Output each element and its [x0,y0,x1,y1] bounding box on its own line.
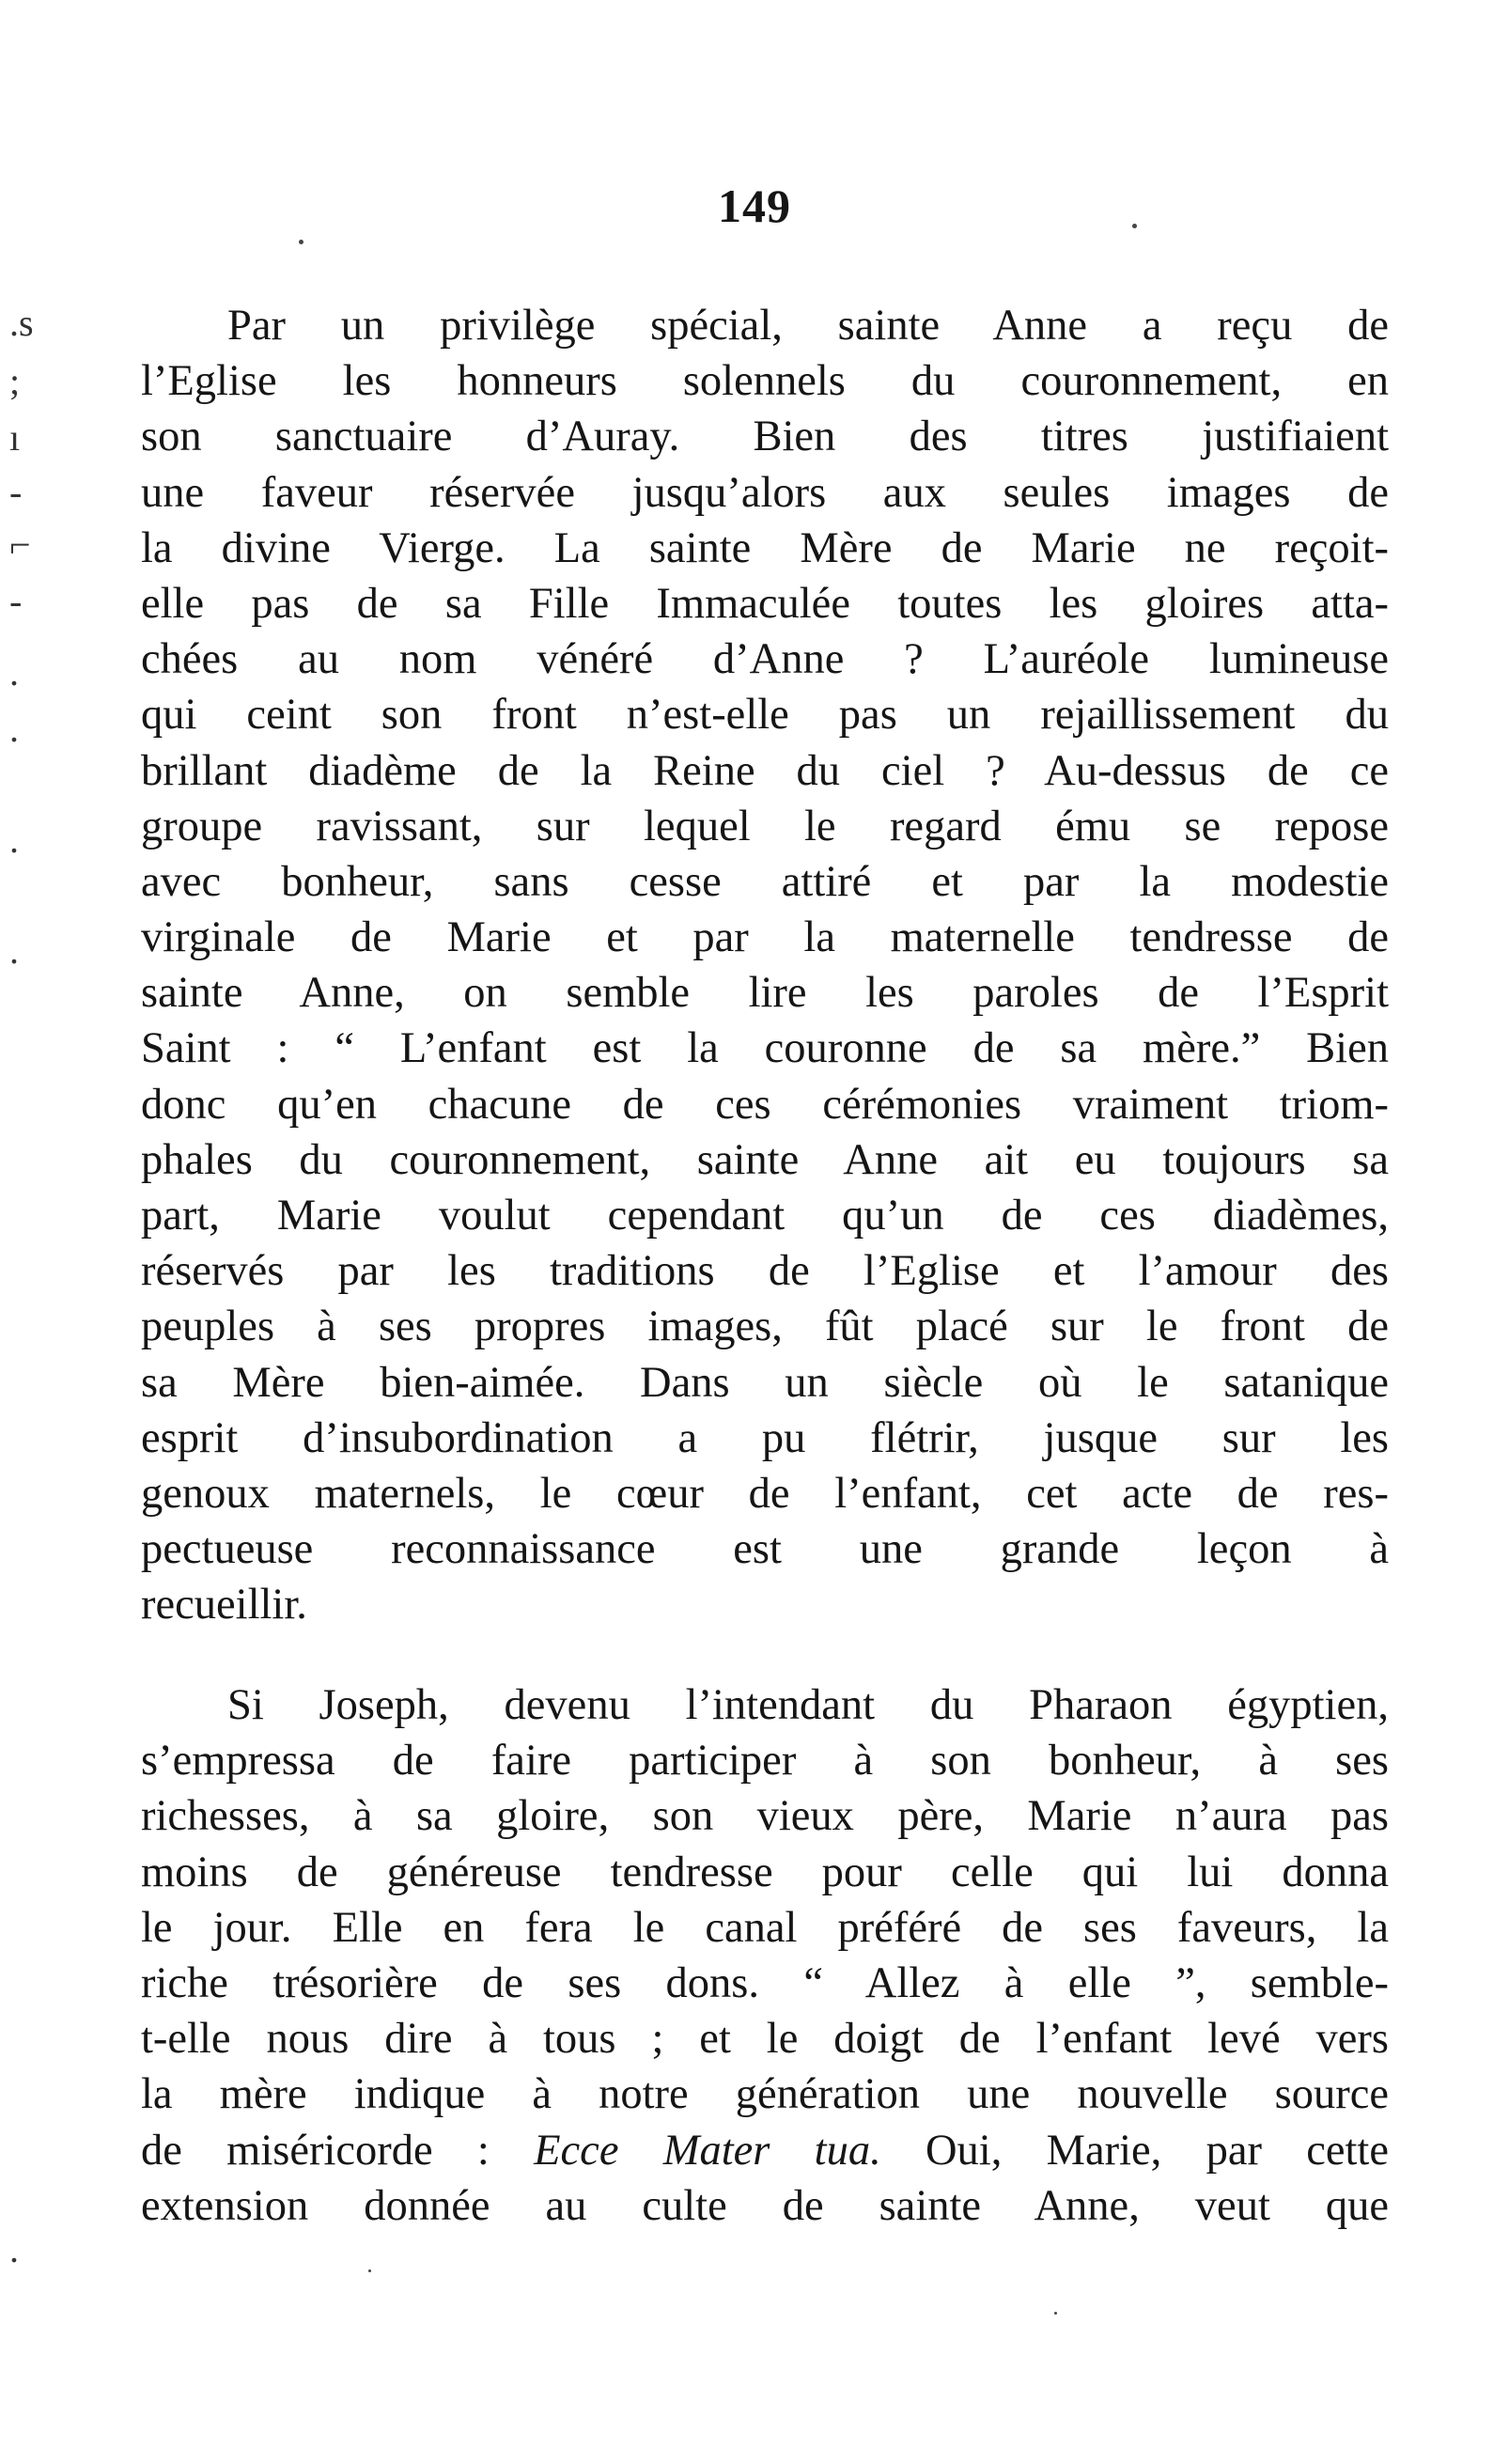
text-line: Par un privilège spécial, sainte Anne a reçu de [227,302,1389,350]
text-line: sainte Anne, on semble lire les paroles de l’Esprit [141,969,1389,1018]
text-line: extension donnée au culte de sainte Anne, veut que [141,2181,1389,2230]
margin-mark: ı [9,416,21,459]
text-line: la mère indique à notre génération une nouvelle source [141,2070,1389,2119]
text-line: virginale de Marie et par la maternelle tendresse de [141,913,1389,962]
text-line: peuples à ses propres images, fût placé sur le front de [141,1302,1389,1351]
text-line: s’empressa de faire participer à son bonheur, à ses [141,1737,1389,1786]
text-line: recueillir. [141,1581,307,1630]
text-line: réservés par les traditions de l’Eglise et l’amour des [141,1247,1389,1296]
text-line: elle pas de sa Fille Immaculée toutes les gloires atta- [141,579,1389,628]
margin-mark: . [9,708,19,750]
margin-mark: ⌐ [9,523,31,566]
paragraph-2 [141,1677,1389,2234]
text-line: une faveur réservée jusqu’alors aux seules images de [141,468,1389,517]
margin-mark: . [9,929,19,972]
text-line: brillant diadème de la Reine du ciel ? Au-dessus de ce [141,746,1389,795]
text-line: donc qu’en chacune de ces cérémonies vraiment triom- [141,1080,1389,1129]
margin-mark: . [9,819,19,861]
text-run: de miséricorde : [141,2126,535,2175]
text-line: l’Eglise les honneurs solennels du couronnement, en [141,357,1389,406]
text-line: phales du couronnement, sainte Anne ait eu toujours sa [141,1135,1389,1184]
text-line: qui ceint son front n’est-elle pas un rejaillissement du [141,691,1389,740]
text-line: richesses, à sa gloire, son vieux père, Marie n’aura pas [141,1792,1389,1841]
text-line: genoux maternels, le cœur de l’enfant, cet acte de res- [141,1469,1389,1518]
text-line: son sanctuaire d’Auray. Bien des titres justifiaient [141,413,1389,461]
text-line: avec bonheur, sans cesse attiré et par la modestie [141,857,1389,906]
text-line: riche trésorière de ses dons. “ Allez à elle ”, semble- [141,1958,1389,2007]
text-line: part, Marie voulut cependant qu’un de ces diadèmes, [141,1192,1389,1240]
text-line: groupe ravissant, sur lequel le regard ému se repose [141,802,1389,850]
italic-latin-phrase: Ecce Mater tua. [534,2126,881,2175]
text-line: la divine Vierge. La sainte Mère de Marie ne reçoit- [141,523,1389,572]
text-line: chées au nom vénéré d’Anne ? L’auréole lumineuse [141,635,1389,684]
text-line-with-italic [141,2123,1389,2178]
margin-mark: . [9,651,19,694]
print-speck [368,2269,371,2272]
margin-mark: .s [9,302,34,344]
print-speck [1132,224,1137,228]
print-speck [1054,2312,1057,2315]
text-line: moins de généreuse tendresse pour celle qui lui donna [141,1848,1389,1896]
text-line: pectueuse reconnaissance est une grande leçon à [141,1525,1389,1574]
text-line: le jour. Elle en fera le canal préféré de ses faveurs, la [141,1903,1389,1952]
margin-mark: . [9,2228,19,2270]
print-speck [299,240,303,244]
text-line: t-elle nous dire à tous ; et le doigt de l’enfant levé vers [141,2015,1389,2064]
text-run: Oui, Marie, par cette [880,2126,1389,2175]
text-line: sa Mère bien-aimée. Dans un siècle où le satanique [141,1358,1389,1407]
page-number: 149 [718,179,791,232]
text-line: esprit d’insubordination a pu flétrir, jusque sur les [141,1413,1389,1462]
paragraph-1 [141,298,1389,1633]
margin-mark: ; [9,360,21,402]
margin-mark: - [9,580,23,622]
text-line: Si Joseph, devenu l’intendant du Pharaon égyptien, [227,1681,1389,1729]
margin-mark: - [9,471,23,513]
text-line: Saint : “ L’enfant est la couronne de sa mère.” Bien [141,1024,1389,1073]
